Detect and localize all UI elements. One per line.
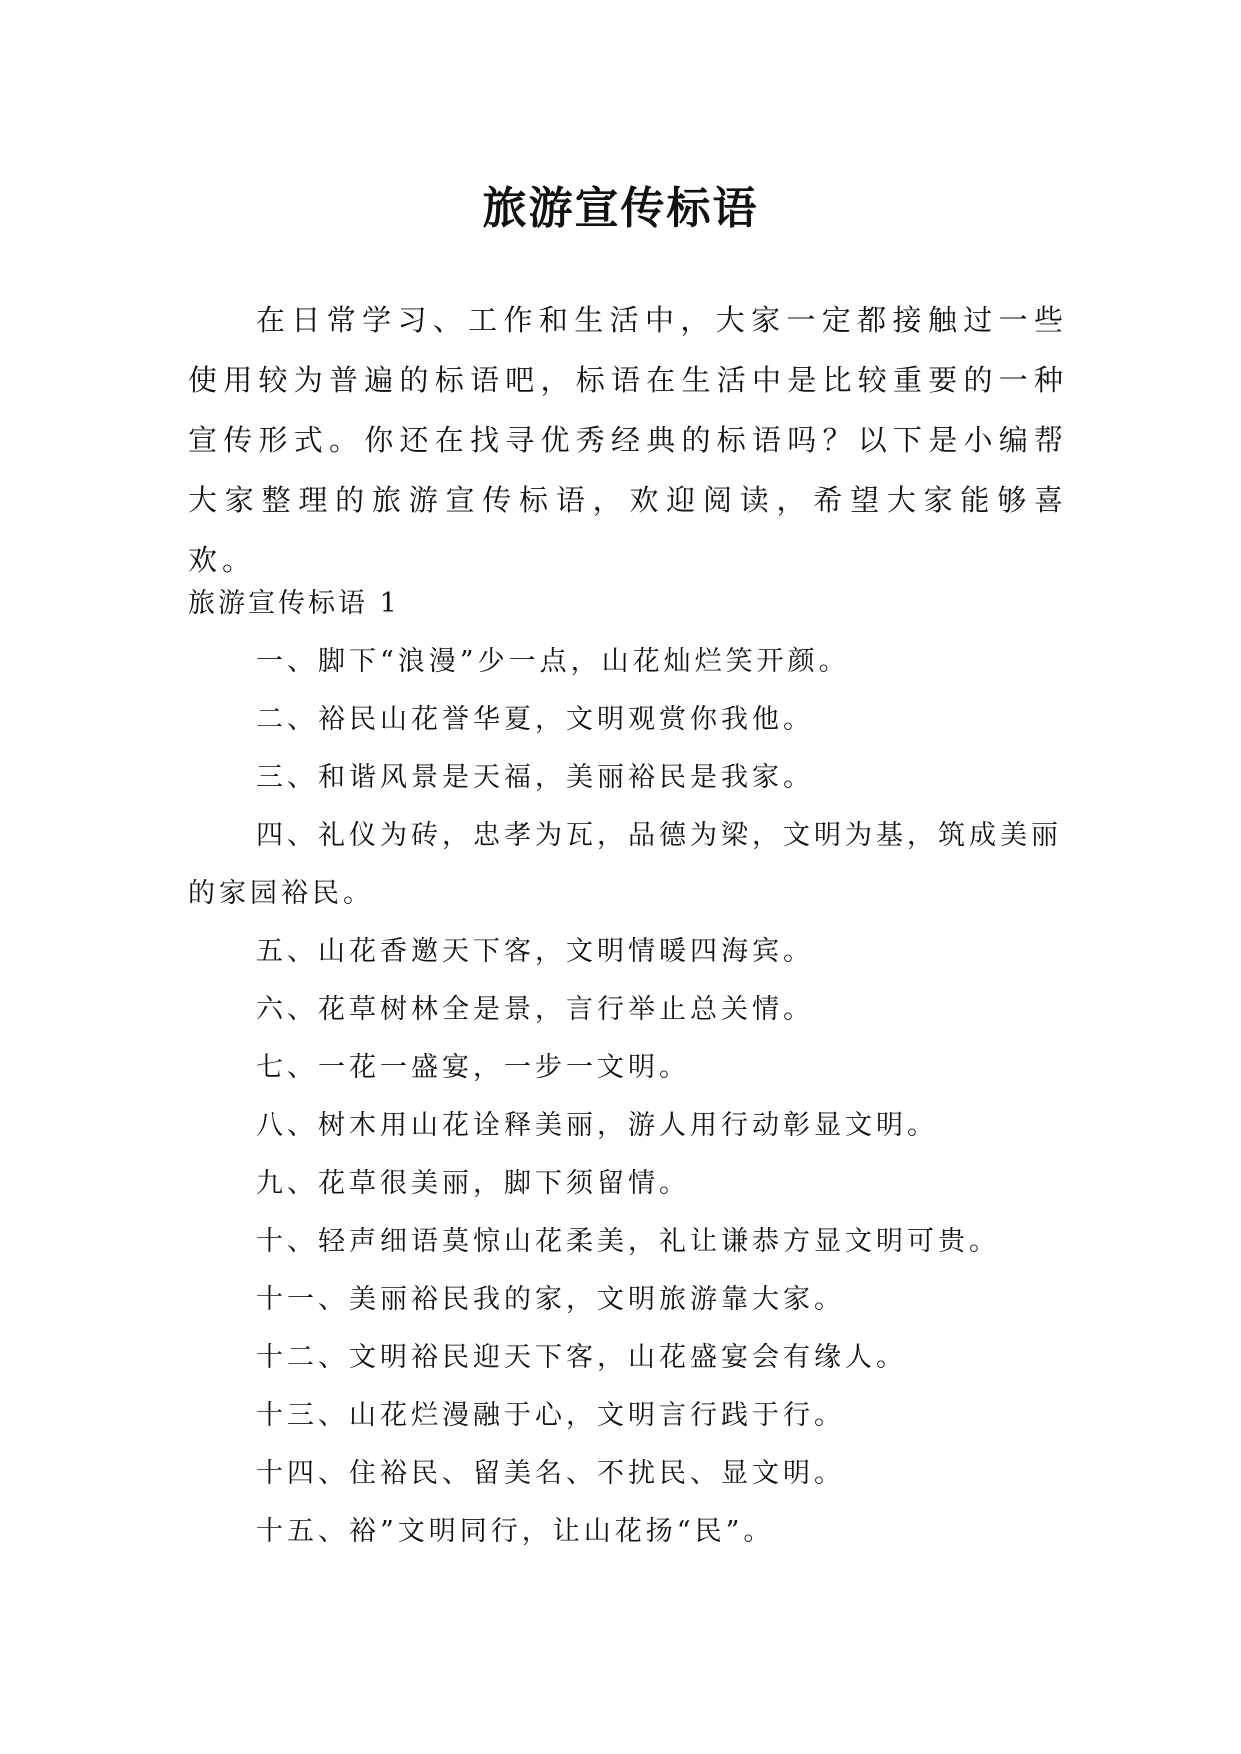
slogan-item: 十三、山花烂漫融于心，文明言行践于行。 [256,1400,845,1431]
section-heading: 旅游宣传标语 1 [188,588,400,619]
slogan-item: 四、礼仪为砖，忠孝为瓦，品德为梁，文明为基，筑成美丽的家园裕民。 [188,820,1062,909]
slogan-item: 十二、文明裕民迎天下客，山花盛宴会有缘人。 [256,1342,907,1373]
slogan-item: 一、脚下“浪漫”少一点，山花灿烂笑开颜。 [256,646,850,677]
slogan-item: 九、花草很美丽，脚下须留情。 [256,1168,690,1199]
slogan-item: 三、和谐风景是天福，美丽裕民是我家。 [256,762,814,793]
slogan-list [188,633,1088,1561]
slogan-item: 二、裕民山花誉华夏，文明观赏你我他。 [256,704,814,735]
slogan-item: 十五、裕”文明同行，让山花扬“民”。 [256,1516,775,1547]
slogan-item: 六、花草树林全是景，言行举止总关情。 [256,994,814,1025]
slogan-item: 十一、美丽裕民我的家，文明旅游靠大家。 [256,1284,845,1315]
slogan-item: 十、轻声细语莫惊山花柔美，礼让谦恭方显文明可贵。 [256,1226,1000,1257]
slogan-item: 五、山花香邀天下客，文明情暖四海宾。 [256,936,814,967]
intro-paragraph: 在日常学习、工作和生活中，大家一定都接触过一些使用较为普遍的标语吧，标语在生活中是比较重要的一种宣传形式。你还在找寻优秀经典的标语吗？以下是小编帮大家整理的旅游宣传标语，欢迎阅读，希望大家能够喜欢。 [188,303,1068,577]
slogan-item: 七、一花一盛宴，一步一文明。 [256,1052,690,1083]
page-title: 旅游宣传标语 [482,183,759,235]
slogan-item: 八、树木用山花诠释美丽，游人用行动彰显文明。 [256,1110,938,1141]
slogan-item: 十四、住裕民、留美名、不扰民、显文明。 [256,1458,845,1489]
